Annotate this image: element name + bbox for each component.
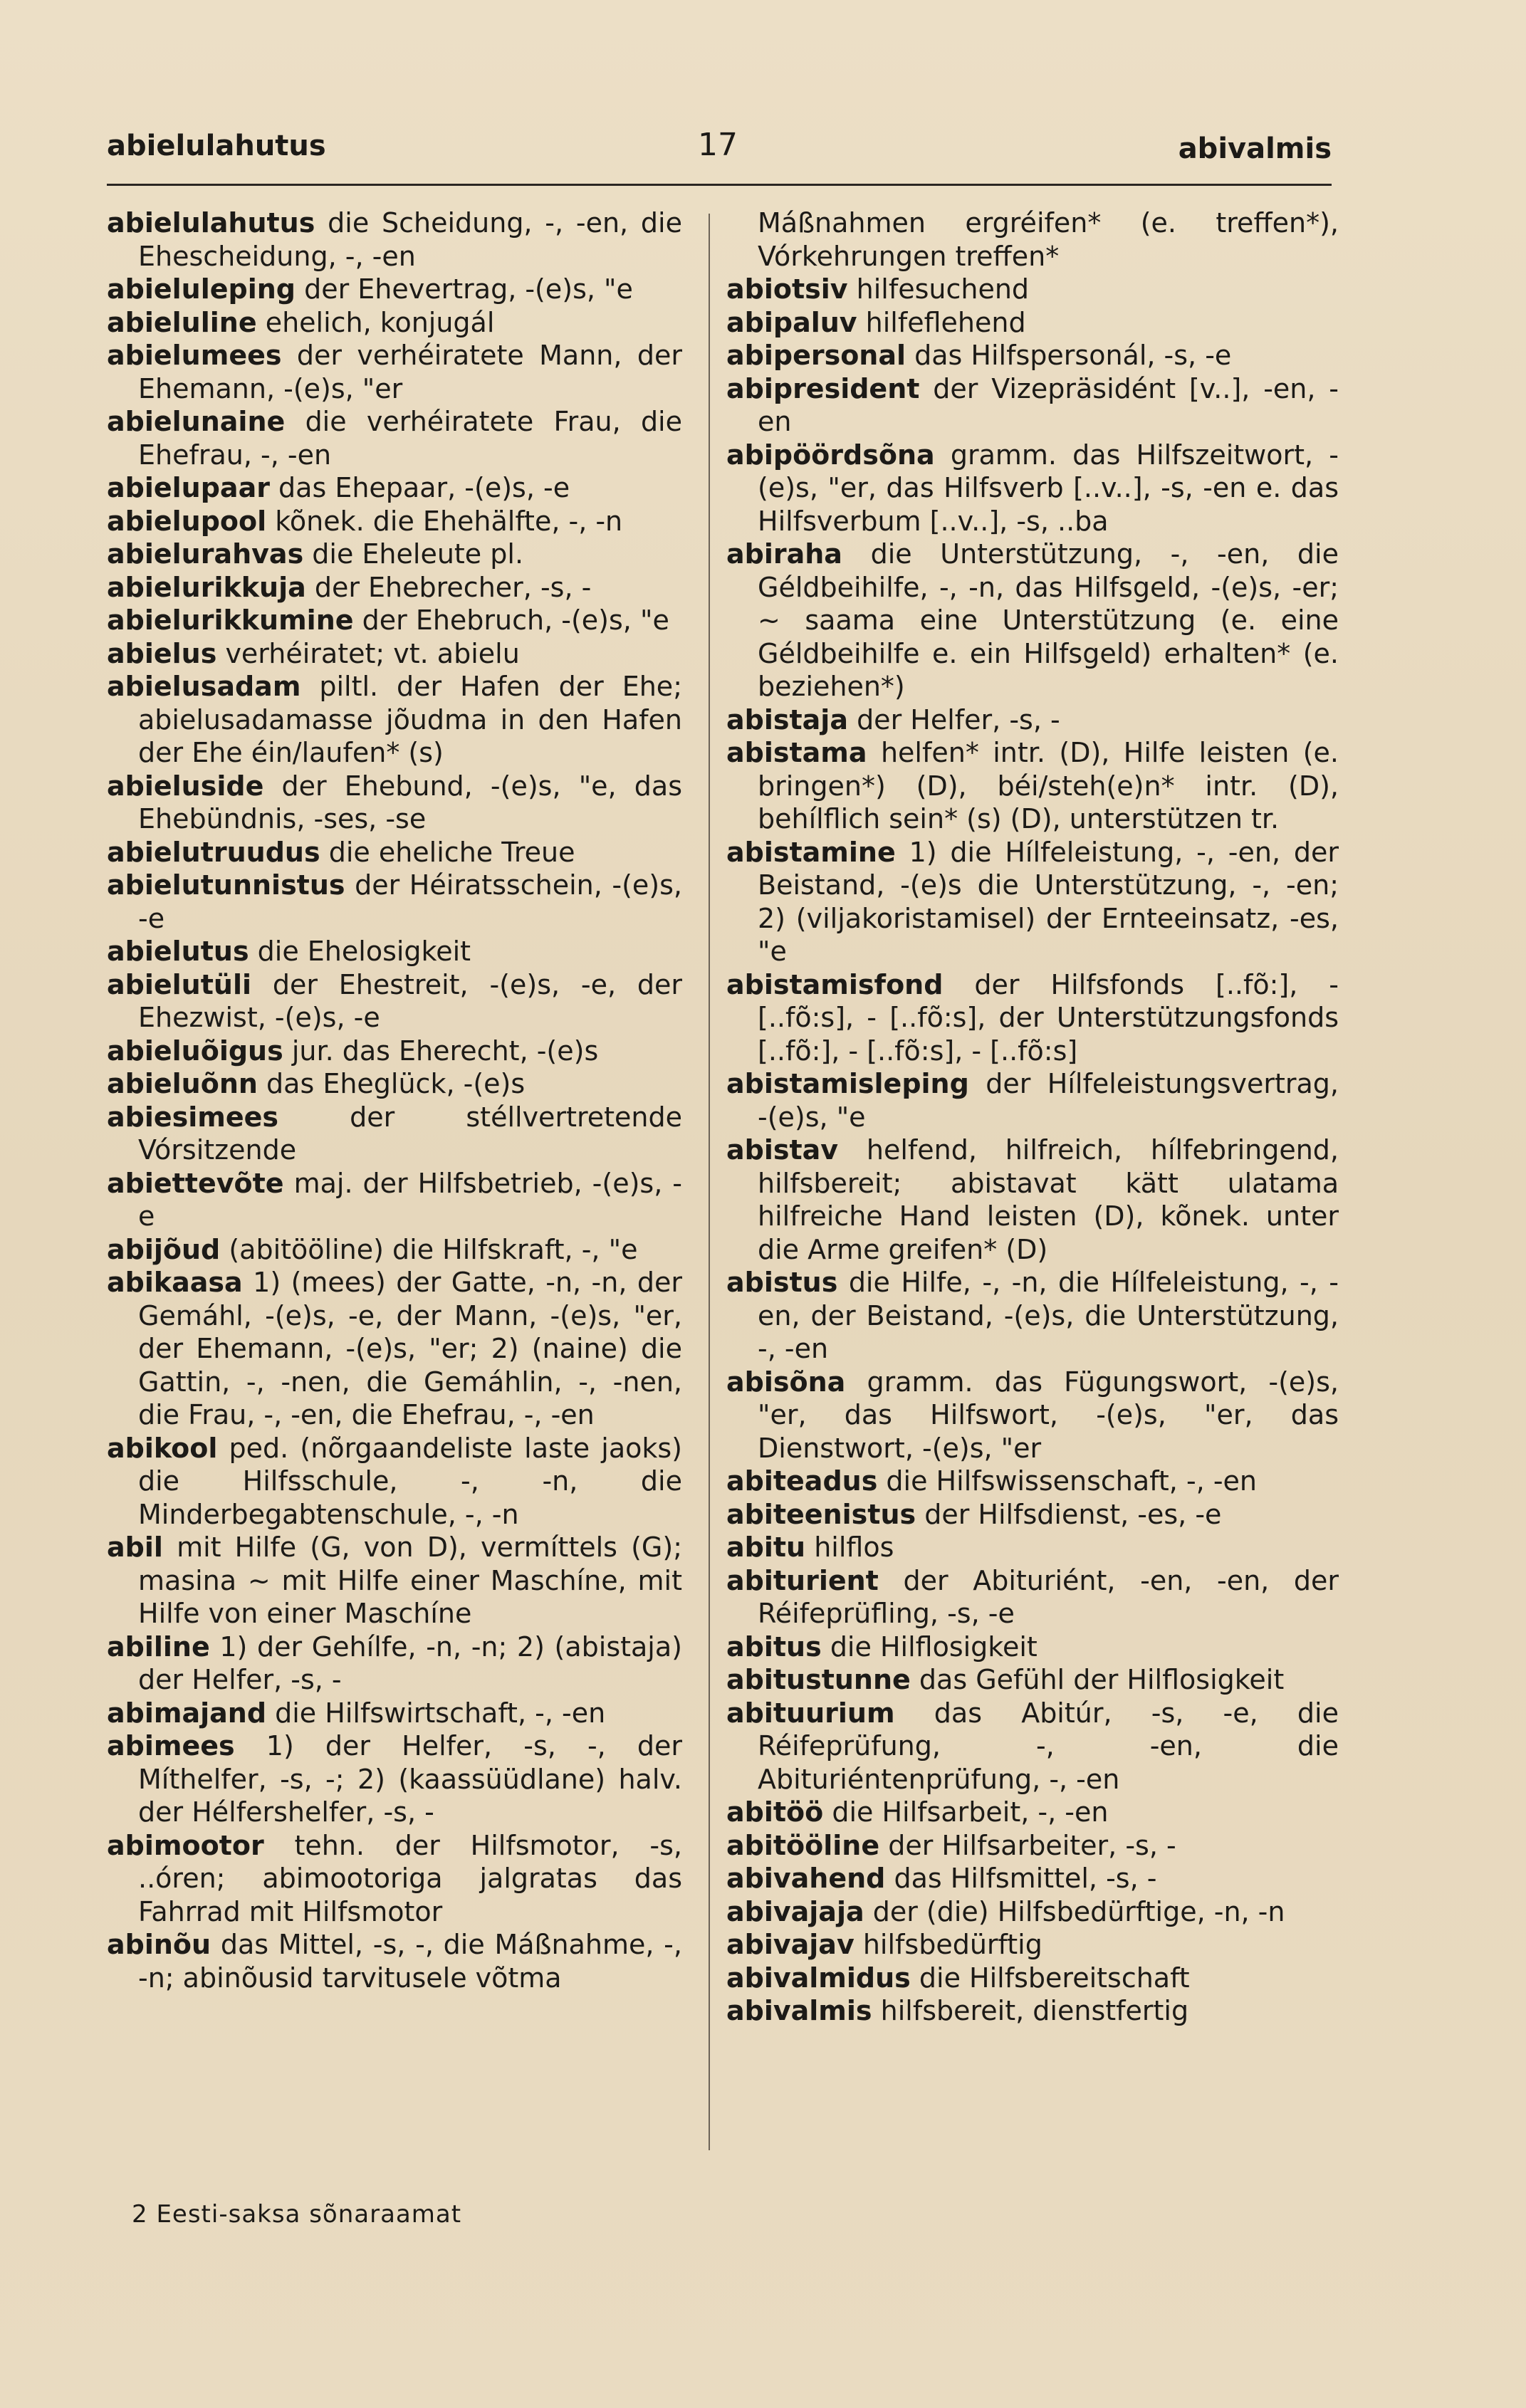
entry-definition: der Ehebruch, -(e)s, "e	[362, 604, 669, 636]
entry-definition: die eheliche Treue	[328, 836, 575, 868]
dictionary-entry	[726, 306, 1339, 340]
dictionary-entry	[107, 538, 682, 571]
entry-headword: abivahend	[726, 1863, 886, 1894]
dictionary-entry	[726, 736, 1339, 836]
entry-headword: abielutruudus	[107, 836, 320, 868]
header-last-entry: abivalmis	[1178, 132, 1332, 165]
entry-headword: abiettevõte	[107, 1167, 284, 1199]
entry-definition: Máßnahmen ergréifen* (e. treffen*), Vórkehrungen treffen*	[758, 207, 1339, 272]
entry-headword: abistama	[726, 737, 867, 768]
entry-headword: abieluside	[107, 770, 264, 802]
entry-definition: der Helfer, -s, -	[857, 703, 1060, 736]
dictionary-entry	[726, 703, 1339, 737]
entry-definition: die Hilfswirtschaft, -, -en	[275, 1697, 606, 1729]
entry-headword: abitustunne	[726, 1664, 911, 1695]
entry-headword: abitööline	[726, 1829, 880, 1861]
entry-headword: abistus	[726, 1267, 838, 1298]
dictionary-entry	[107, 471, 682, 505]
entry-definition: hilfsbedürftig	[862, 1929, 1042, 1960]
entry-headword: abikaasa	[107, 1267, 243, 1298]
dictionary-entry	[726, 1895, 1339, 1929]
entry-definition: die Eheleute pl.	[312, 538, 524, 570]
right-column	[726, 206, 1339, 2028]
entry-headword: abipersonal	[726, 340, 906, 371]
entry-definition: jur. das Eherecht, -(e)s	[291, 1035, 599, 1067]
dictionary-entry	[726, 206, 1339, 273]
entry-definition: das Mittel, -s, -, die Máßnahme, -, -n; abinõusid tarvitusele võtma	[138, 1929, 682, 1994]
dictionary-entry	[726, 1928, 1339, 1962]
dictionary-entry	[107, 505, 682, 538]
page-number: 17	[698, 127, 738, 163]
dictionary-entry	[726, 1134, 1339, 1266]
entry-definition: kõnek. die Ehehälfte, -, -n	[275, 505, 623, 537]
dictionary-entry	[726, 372, 1339, 439]
entry-definition: tehn. der Hilfsmotor, -s, ..óren; abimootoriga jalgratas das Fahrrad mit Hilfsmotor	[138, 1829, 682, 1927]
dictionary-entry	[107, 968, 682, 1035]
entry-headword: abimootor	[107, 1829, 264, 1861]
entry-headword: abitus	[726, 1630, 822, 1663]
dictionary-entry	[726, 1366, 1339, 1465]
entry-definition: ped. (nõrgaandeliste laste jaoks) die Hilfsschule, -, -n, die Minderbegabtenschule, -, -n	[138, 1432, 682, 1530]
entry-definition: der Ehestreit, -(e)s, -e, der Ehezwist, -(e)s, -e	[138, 968, 682, 1033]
entry-definition: der verhéiratete Mann, der Ehemann, -(e)s, "er	[138, 340, 682, 404]
entry-headword: abielupaar	[107, 472, 270, 503]
entry-headword: abielutus	[107, 936, 249, 967]
header-rule	[107, 184, 1332, 186]
dictionary-entry	[107, 206, 682, 273]
entry-definition: die Hilfsbereitschaft	[919, 1962, 1190, 1994]
dictionary-entry	[107, 1928, 682, 1994]
dictionary-entry	[107, 1432, 682, 1532]
entry-definition: der Hilfsarbeiter, -s, -	[888, 1829, 1176, 1861]
entry-headword: abistav	[726, 1134, 839, 1166]
printer-signature: 2 Eesti-saksa sõnaraamat	[132, 2200, 462, 2229]
header-first-entry: abielulahutus	[107, 130, 326, 162]
entry-definition: das Hilfspersonál, -s, -e	[914, 340, 1232, 371]
dictionary-entry	[107, 339, 682, 405]
entry-headword: abistamisleping	[726, 1068, 969, 1099]
column-divider	[709, 214, 710, 2150]
entry-definition: gramm. das Fügungswort, -(e)s, "er, das Hilfswort, -(e)s, "er, das Dienstwort, -(e)s, "er	[758, 1366, 1339, 1464]
entry-definition: der Ehebund, -(e)s, "e, das Ehebündnis, -ses, -se	[138, 770, 682, 834]
entry-headword: abitöö	[726, 1796, 824, 1828]
dictionary-entry	[726, 1994, 1339, 2028]
entry-definition: der Hilfsdienst, -es, -e	[924, 1498, 1222, 1530]
entry-definition: piltl. der Hafen der Ehe; abielusadamasse jõudma in den Hafen der Ehe éin/laufen* (s)	[138, 671, 682, 768]
entry-definition: der stéllvertretende Vórsitzende	[138, 1101, 682, 1166]
entry-headword: abiotsiv	[726, 273, 848, 305]
dictionary-entry	[107, 1729, 682, 1829]
entry-headword: abieluõigus	[107, 1035, 283, 1067]
dictionary-entry	[107, 770, 682, 836]
entry-headword: abielurikkumine	[107, 604, 354, 636]
entry-definition: die Scheidung, -, -en, die Ehescheidung, -, -en	[138, 207, 682, 272]
dictionary-entry	[107, 836, 682, 869]
entry-definition: helfend, hilfreich, hílfebringend, hilfsbereit; abistavat kätt ulatama hilfreiche Hand leisten (D), kõnek. unter die Arme greifen* (D)	[758, 1134, 1339, 1265]
entry-definition: 1) der Helfer, -s, -, der Míthelfer, -s, -; 2) (kaassüüdlane) halv. der Hélfershelfer, -s, -	[138, 1730, 682, 1828]
dictionary-entry	[726, 1498, 1339, 1532]
dictionary-entry	[107, 1101, 682, 1167]
entry-headword: abieluleping	[107, 273, 296, 305]
entry-headword: abivajaja	[726, 1895, 864, 1927]
entry-definition: der Vizepräsidént [v..], -en, -en	[758, 372, 1339, 437]
entry-headword: abisõna	[726, 1366, 846, 1398]
entry-headword: abiline	[107, 1630, 210, 1663]
dictionary-entry	[726, 1796, 1339, 1829]
dictionary-entry	[726, 1829, 1339, 1863]
entry-headword: abielurahvas	[107, 538, 304, 570]
dictionary-entry	[726, 1531, 1339, 1564]
entry-definition: die Hilfswissenschaft, -, -en	[886, 1465, 1257, 1497]
entry-definition: der Ehebrecher, -s, -	[314, 571, 592, 603]
dictionary-entry	[726, 968, 1339, 1068]
entry-headword: abielusadam	[107, 671, 301, 702]
dictionary-entry	[107, 869, 682, 935]
entry-headword: abil	[107, 1532, 163, 1563]
entry-definition: das Gefühl der Hilflosigkeit	[919, 1664, 1285, 1695]
left-column	[107, 206, 682, 1994]
entry-headword: abipresident	[726, 372, 920, 404]
entry-definition: der Héiratsschein, -(e)s, -e	[138, 869, 682, 934]
entry-headword: abielulahutus	[107, 207, 315, 239]
entry-headword: abipaluv	[726, 306, 857, 338]
dictionary-entry	[726, 1465, 1339, 1498]
entry-definition: das Eheglück, -(e)s	[266, 1068, 526, 1099]
entry-definition: ehelich, konjugál	[265, 306, 495, 338]
entry-definition: der Hílfeleistungsvertrag, -(e)s, "e	[758, 1068, 1339, 1133]
dictionary-entry	[726, 836, 1339, 968]
entry-headword: abinõu	[107, 1929, 211, 1960]
dictionary-entry	[107, 306, 682, 340]
dictionary-entry	[726, 1067, 1339, 1134]
entry-headword: abistamine	[726, 836, 896, 868]
entry-headword: abielupool	[107, 505, 267, 537]
entry-headword: abieluline	[107, 306, 257, 338]
dictionary-entry	[107, 1233, 682, 1267]
dictionary-entry	[107, 935, 682, 968]
entry-headword: abieluõnn	[107, 1068, 258, 1099]
entry-headword: abiteadus	[726, 1465, 878, 1497]
entry-headword: abielunaine	[107, 406, 286, 437]
dictionary-entry	[107, 1266, 682, 1432]
dictionary-entry	[726, 1663, 1339, 1697]
entry-headword: abielutunnistus	[107, 869, 345, 901]
entry-headword: abistamisfond	[726, 968, 944, 1000]
entry-headword: abituurium	[726, 1697, 895, 1729]
entry-definition: hilfesuchend	[856, 273, 1030, 305]
entry-definition: der Hilfsfonds [..fõ:], -[..fõ:s], - [..fõ:s], der Unterstützungsfonds [..fõ:], - [..fõ:s], - [..fõ:s]	[758, 968, 1339, 1067]
entry-definition: das Ehepaar, -(e)s, -e	[278, 472, 570, 503]
entry-definition: die Hilfsarbeit, -, -en	[832, 1796, 1109, 1828]
entry-definition: der Ehevertrag, -(e)s, "e	[304, 273, 633, 305]
dictionary-entry	[107, 1531, 682, 1630]
dictionary-entry	[726, 538, 1339, 703]
entry-definition: der Abituriént, -en, -en, der Réifeprüfling, -s, -e	[758, 1564, 1339, 1629]
dictionary-entry	[726, 1697, 1339, 1796]
entry-headword: abivalmis	[726, 1995, 872, 2026]
entry-definition: hilfsbereit, dienstfertig	[880, 1995, 1189, 2026]
dictionary-entry	[107, 1829, 682, 1929]
dictionary-entry	[107, 571, 682, 604]
dictionary-entry	[726, 1630, 1339, 1664]
entry-headword: abielumees	[107, 340, 282, 371]
entry-headword: abivalmidus	[726, 1962, 911, 1994]
entry-headword: abielurikkuja	[107, 571, 306, 603]
dictionary-entry	[107, 1067, 682, 1101]
entry-definition: mit Hilfe (G, von D), vermíttels (G); masina ~ mit Hilfe einer Maschíne, mit Hilfe von einer Maschíne	[138, 1532, 682, 1629]
entry-definition: die Hilfe, -, -n, die Hílfeleistung, -, -en, der Beistand, -(e)s, die Unterstützung, -, -en	[758, 1267, 1339, 1364]
entry-definition: maj. der Hilfsbetrieb, -(e)s, -e	[138, 1167, 682, 1232]
entry-definition: die Unterstützung, -, -en, die Géldbeihilfe, -, -n, das Hilfsgeld, -(e)s, -er; ~ saama eine Unterstützung (e. eine Géldbeihilfe e. ein Hilfsgeld) erhalten* (e. beziehen*)	[758, 538, 1339, 702]
entry-headword: abimees	[107, 1730, 235, 1761]
entry-headword: abielus	[107, 637, 217, 669]
entry-definition: gramm. das Hilfszeitwort, -(e)s, "er, das Hilfsverb [..v..], -s, -en e. das Hilfsverbum [..v..], -s, ..ba	[758, 439, 1339, 537]
entry-definition: die verhéiratete Frau, die Ehefrau, -, -en	[138, 406, 682, 471]
entry-definition: die Ehelosigkeit	[257, 936, 471, 967]
entry-definition: das Hilfsmittel, -s, -	[894, 1863, 1157, 1894]
entry-headword: abiraha	[726, 538, 842, 570]
dictionary-entry	[107, 604, 682, 637]
entry-headword: abikool	[107, 1432, 218, 1464]
dictionary-entry	[726, 1266, 1339, 1366]
entry-definition: das Abitúr, -s, -e, die Réifeprüfung, -, -en, die Abituriéntenprüfung, -, -en	[758, 1697, 1339, 1795]
dictionary-entry	[107, 1697, 682, 1730]
entry-headword: abijõud	[107, 1233, 221, 1265]
entry-definition: der (die) Hilfsbedürftige, -n, -n	[872, 1895, 1285, 1927]
dictionary-entry	[107, 637, 682, 671]
entry-definition: verhéiratet; vt. abielu	[225, 637, 520, 669]
entry-definition: hilfeflehend	[865, 306, 1026, 338]
page-header	[107, 127, 1332, 179]
dictionary-entry	[107, 670, 682, 770]
entry-headword: abielutüli	[107, 968, 251, 1000]
entry-definition: (abitööline) die Hilfskraft, -, "e	[229, 1233, 638, 1265]
entry-headword: abipöördsõna	[726, 439, 935, 471]
entry-headword: abitu	[726, 1532, 806, 1563]
entry-headword: abistaja	[726, 703, 848, 736]
entry-headword: abiteenistus	[726, 1498, 916, 1530]
dictionary-entry	[107, 405, 682, 471]
dictionary-entry	[726, 439, 1339, 538]
entry-definition: helfen* intr. (D), Hilfe leisten (e. bringen*) (D), béi/steh(e)n* intr. (D), behílflich sein* (s) (D), unterstützen tr.	[758, 737, 1339, 834]
entry-headword: abiturient	[726, 1564, 879, 1596]
dictionary-entry	[726, 273, 1339, 306]
entry-definition: hilflos	[814, 1532, 894, 1563]
entry-definition: 1) der Gehílfe, -n, -n; 2) (abistaja) der Helfer, -s, -	[138, 1630, 682, 1695]
dictionary-entry	[107, 1167, 682, 1233]
dictionary-entry	[726, 1962, 1339, 1995]
dictionary-entry	[107, 1035, 682, 1068]
dictionary-entry	[726, 339, 1339, 372]
dictionary-entry	[726, 1564, 1339, 1630]
dictionary-entry	[726, 1862, 1339, 1895]
entry-headword: abimajand	[107, 1697, 267, 1729]
entry-headword: abiesimees	[107, 1101, 279, 1133]
dictionary-entry	[107, 273, 682, 306]
dictionary-entry	[107, 1630, 682, 1697]
entry-definition: 1) die Hílfeleistung, -, -en, der Beistand, -(e)s die Unterstützung, -, -en; 2) (viljakoristamisel) der Erntеeinsatz, -es, "e	[758, 836, 1339, 967]
entry-headword: abivajav	[726, 1929, 855, 1960]
entry-definition: 1) (mees) der Gatte, -n, -n, der Gemáhl, -(e)s, -e, der Mann, -(e)s, "er, der Ehemann, -(e)s, "er; 2) (naine) die Gattin, -, -nen, die Gemáhlin, -, -nen, die Frau, -, -en, die Ehefrau, -, -en	[138, 1267, 682, 1430]
entry-definition: die Hilflosigkeit	[830, 1630, 1038, 1663]
